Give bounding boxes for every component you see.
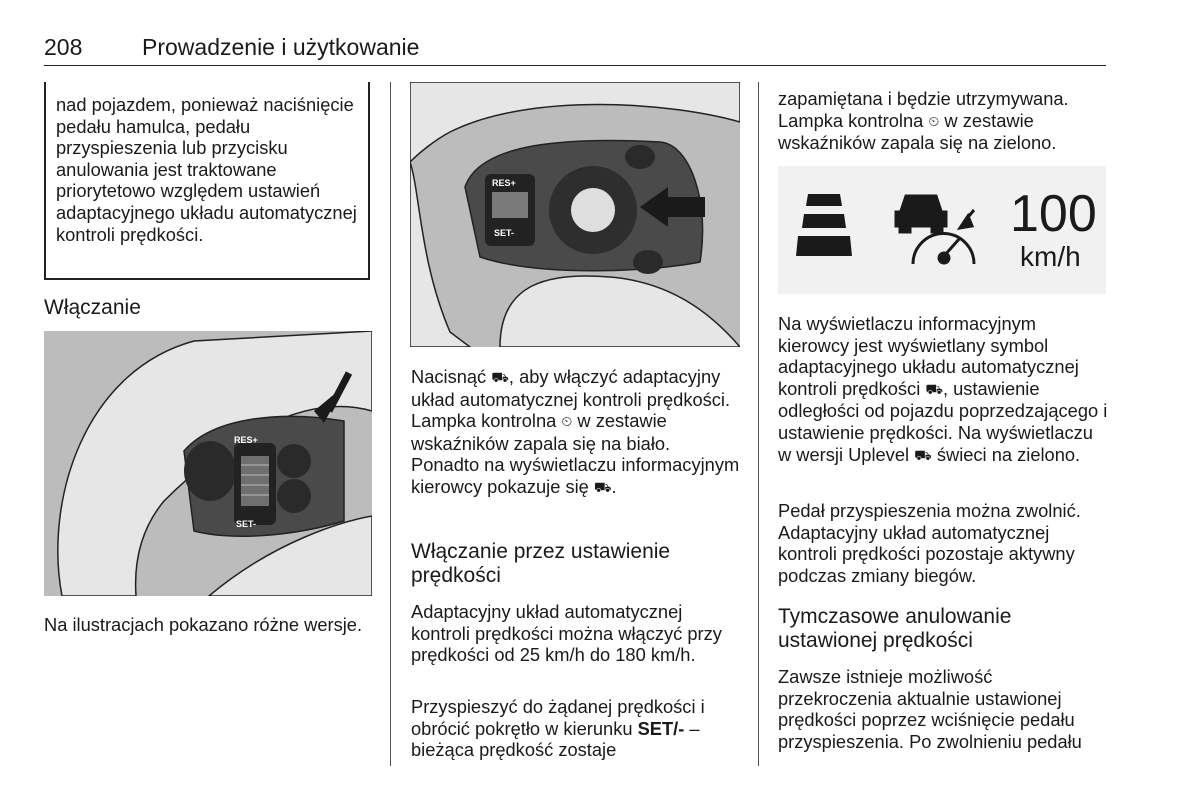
text-run: Nacisnąć [411, 366, 492, 387]
text-run: w zestawie wskaźników zapala się na biało. Ponadto na wyświetlaczu informacyjnym kierowcy pokazuje się [411, 410, 740, 497]
text-run: Przyspieszyć do żądanej prędkości i obrócić pokrętło w kierunku [411, 696, 705, 739]
paragraph-accelerate [411, 696, 743, 761]
paragraph-override: Zawsze istnieje możliwość przekroczenia aktualnie ustawionej prędkości poprzez wciśnięcie pedału przyspieszenia. Po zwolnieniu pedału [778, 666, 1082, 752]
text-run: . [611, 475, 617, 497]
text-run: , ustawienie odległości od pojazdu poprzedzającego i ustawienie prędkości. Na wyświetlaczu w wersji Uplevel [778, 377, 1108, 465]
text-run: zapamiętana i będzie utrzymywana. Lampka kontrolna [778, 88, 1069, 131]
display-speed-value: 100 [1010, 185, 1097, 243]
set-minus-label: SET- [494, 228, 515, 238]
steering-wheel-illustration-1 [44, 331, 372, 596]
steering-wheel-controls-image [44, 331, 372, 596]
steering-wheel-controls-image [410, 82, 740, 347]
cruise-control-lamp-icon: ⏲ [928, 112, 940, 129]
note-text: nad pojazdem, ponieważ naciśnięcie pedału hamulca, pedału przyspieszenia lub przycisku anulowania jest traktowane priorytetowo względem ustawień adaptacyjnego układu automatycznej kontroli prędkości. [56, 94, 357, 245]
paragraph-release-pedal: Pedał przyspieszenia można zwolnić. Adaptacyjny układ automatycznej kontroli prędkości pozostaje aktywny podczas zmiany biegów. [778, 500, 1081, 586]
cruise-control-lamp-icon: ⏲ [561, 413, 573, 430]
text-run: , aby włączyć adaptacyjny układ automatycznej kontroli prędkości. Lampka kontrolna [411, 366, 731, 432]
page-title: Prowadzenie i użytkowanie [142, 34, 420, 60]
section-heading-wlaczanie: Włączanie [44, 296, 141, 319]
distance-bar-icon [802, 214, 846, 228]
paragraph-speed-range: Adaptacyjny układ automatycznej kontroli prędkości można włączyć przy prędkości od 25 km/h do 180 km/h. [411, 601, 722, 666]
paragraph-stored [778, 88, 1108, 154]
section-heading-set-speed: Włączanie przez ustawienie prędkości [411, 540, 671, 587]
section-heading-temporary-override: Tymczasowe anulowanie ustawionej prędkości [778, 605, 1012, 652]
illustration-caption: Na ilustracjach pokazano różne wersje. [44, 614, 363, 635]
acc-symbol-icon: ⛟ [925, 380, 943, 397]
distance-bar-icon [796, 236, 852, 256]
column-divider-2 [758, 82, 759, 766]
acc-symbol-icon: ⛟ [914, 446, 932, 463]
text-run: w zestawie wskaźników zapala się na zielono. [778, 109, 1057, 154]
column-divider-1 [390, 82, 391, 766]
page-number: 208 [44, 34, 83, 60]
steering-wheel-illustration-2 [410, 82, 740, 347]
acc-symbol-icon: ⛟ [491, 369, 509, 385]
text-run: Na wyświetlaczu informacyjnym kierowcy jest wyświetlany symbol adaptacyjnego układu automatycznej kontroli prędkości [778, 313, 1079, 399]
text-run: świeci na zielono. [931, 443, 1081, 465]
paragraph-display-info [778, 313, 1108, 466]
res-plus-label: RES+ [492, 178, 516, 188]
res-plus-label: RES+ [234, 435, 258, 445]
set-minus-bold: SET/- [637, 717, 685, 739]
driver-info-display [778, 166, 1106, 294]
header-rule [44, 65, 1106, 66]
text-run: – bieżąca prędkość zostaje [411, 717, 700, 761]
display-speed-unit: km/h [1020, 241, 1081, 272]
paragraph-enable [411, 366, 743, 499]
set-minus-label: SET- [236, 519, 257, 529]
distance-bar-icon [806, 194, 842, 206]
acc-symbol-icon: ⛟ [593, 478, 612, 495]
acc-car-gauge-icon [896, 196, 974, 264]
